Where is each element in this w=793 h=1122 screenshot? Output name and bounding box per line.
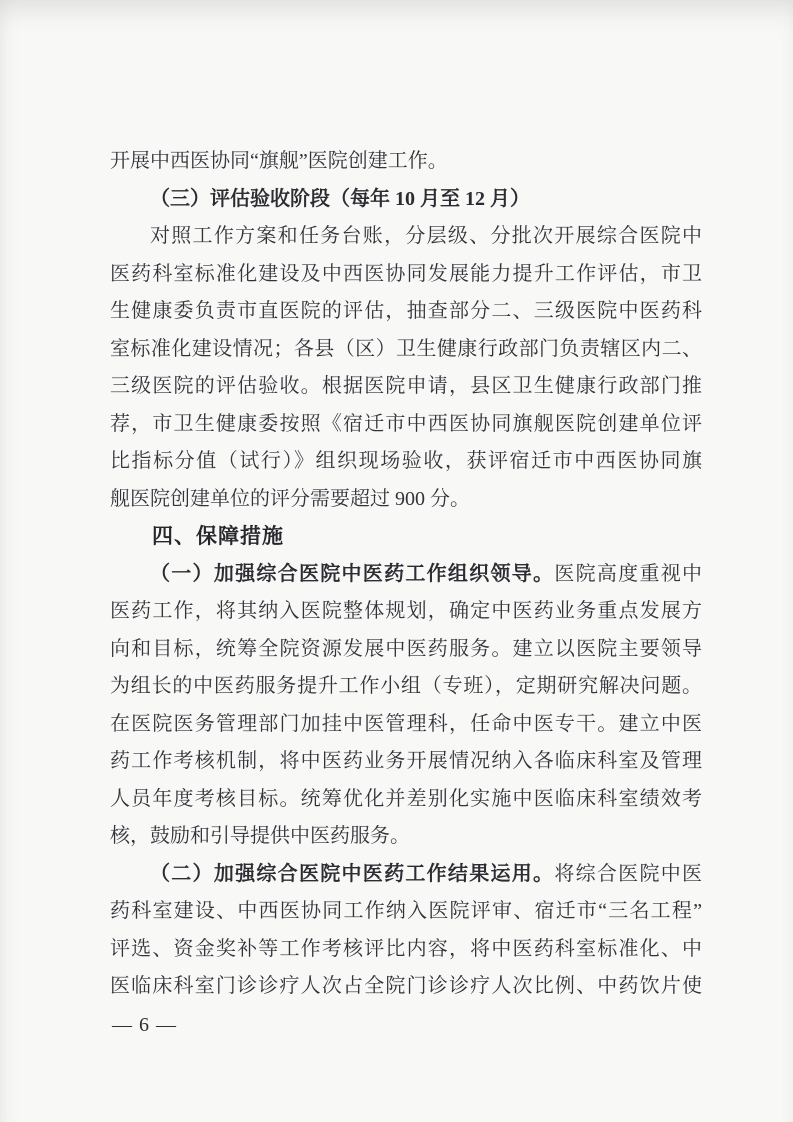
text-line: 人员年度考核目标。统筹优化并差别化实施中医临床科室绩效考 [110,787,702,810]
text-line: 药科室建设、中西医协同工作纳入医院评审、宿迁市“三名工程” [110,900,702,922]
section-heading: （三）评估验收阶段（每年 10 月至 12 月） [150,187,530,210]
text-line: 开展中西医协同“旗舰”医院创建工作。 [110,150,448,172]
text-line: 核，鼓励和引导提供中医药服务。 [110,825,410,847]
section-heading: 四、保障措施 [152,525,284,548]
text-line: 三级医院的评估验收。根据医院申请，县区卫生健康行政部门推 [110,375,702,397]
text-line: （一）加强综合医院中医药工作组织领导。医院高度重视中 [150,562,702,585]
text-line: 评选、资金奖补等工作考核评比内容，将中医药科室标准化、中 [110,937,702,960]
text-line: 为组长的中医药服务提升工作小组（专班），定期研究解决问题。 [110,675,702,697]
text-line: 药工作考核机制，将中医药业务开展情况纳入各临床科室及管理 [110,750,702,772]
paragraph-lead: （一）加强综合医院中医药工作组织领导。 [150,562,555,585]
text-line: 向和目标，统筹全院资源发展中医药服务。建立以医院主要领导 [110,637,702,660]
text-line: 医临床科室门诊诊疗人次占全院门诊诊疗人次比例、中药饮片使 [110,975,702,997]
text-line: 生健康委负责市直医院的评估，抽查部分二、三级医院中医药科 [110,300,702,322]
text-line: 医药工作，将其纳入医院整体规划，确定中医药业务重点发展方 [110,600,702,622]
text-line: 在医院医务管理部门加挂中医管理科，任命中医专干。建立中医 [110,712,702,735]
document-body [110,143,702,1006]
text-line: 荐，市卫生健康委按照《宿迁市中西医协同旗舰医院创建单位评 [110,412,702,435]
page-number: — 6 — [112,1014,177,1036]
text-line: 室标准化建设情况；各县（区）卫生健康行政部门负责辖区内二、 [110,337,702,360]
text-line: （二）加强综合医院中医药工作结果运用。将综合医院中医 [150,862,702,885]
text-line: 舰医院创建单位的评分需要超过 900 分。 [110,487,470,510]
text-line: 医药科室标准化建设及中西医协同发展能力提升工作评估，市卫 [110,262,702,285]
paragraph-lead: （二）加强综合医院中医药工作结果运用。 [150,862,555,885]
text-line: 对照工作方案和任务台账，分层级、分批次开展综合医院中 [150,225,702,247]
text-line: 比指标分值（试行）》组织现场验收，获评宿迁市中西医协同旗 [110,450,702,472]
